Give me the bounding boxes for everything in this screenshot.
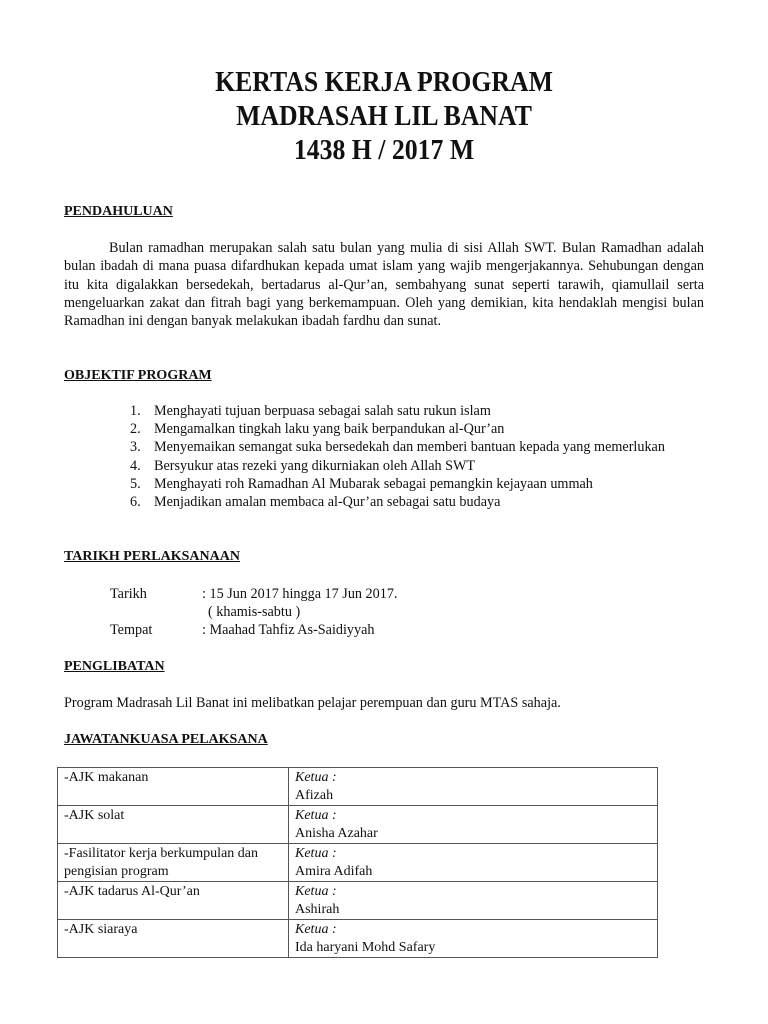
- table-row: [58, 806, 658, 844]
- leader-cell: Ketua : Afizah: [289, 768, 658, 806]
- table-row: [58, 882, 658, 920]
- list-item: 5. Menghayati roh Ramadhan Al Mubarak sebagai pemangkin kejayaan ummah: [130, 475, 593, 492]
- pendahuluan-heading: PENDAHULUAN: [64, 204, 173, 219]
- leader-cell: Ketua : Ashirah: [289, 882, 658, 920]
- ajk-cell: -AJK solat: [58, 806, 289, 844]
- tarikh-value: : 15 Jun 2017 hingga 17 Jun 2017.: [202, 586, 398, 602]
- jawatankuasa-heading: JAWATANKUASA PELAKSANA: [64, 732, 268, 747]
- objektif-list: [110, 402, 704, 511]
- document-title: [31, 66, 738, 168]
- tempat-value: : Maahad Tahfiz As-Saidiyyah: [202, 622, 375, 638]
- leader-cell: Ketua : Ida haryani Mohd Safary: [289, 920, 658, 958]
- list-item: 2. Mengamalkan tingkah laku yang baik berpandukan al-Qur’an: [130, 421, 505, 438]
- leader-cell: Ketua : Amira Adifah: [289, 844, 658, 882]
- list-item: 6. Menjadikan amalan membaca al-Qur’an sebagai satu budaya: [130, 494, 501, 511]
- list-item: 4. Bersyukur atas rezeki yang dikurniakan oleh Allah SWT: [130, 457, 476, 474]
- table-row: [58, 768, 658, 806]
- tarikh-heading: TARIKH PERLAKSANAAN: [64, 549, 240, 564]
- pendahuluan-paragraph: [64, 239, 704, 330]
- tarikh-label: Tarikh: [110, 586, 147, 602]
- penglibatan-text: Program Madrasah Lil Banat ini melibatkan pelajar perempuan dan guru MTAS sahaja.: [64, 695, 561, 711]
- list-item: 1. Menghayati tujuan berpuasa sebagai salah satu rukun islam: [130, 403, 491, 419]
- title-line-2: MADRASAH LIL BANAT: [236, 101, 532, 132]
- title-line-3: 1438 H / 2017 M: [293, 135, 475, 166]
- ajk-cell: -AJK tadarus Al-Qur’an: [58, 882, 289, 920]
- days-value: ( khamis-sabtu ): [208, 604, 301, 620]
- ajk-cell: -AJK siaraya: [58, 920, 289, 958]
- leader-cell: Ketua : Anisha Azahar: [289, 806, 658, 844]
- ajk-cell: -Fasilitator kerja berkumpulan dan pengisian program: [58, 844, 289, 882]
- table-row: [58, 920, 658, 958]
- table-row: [58, 844, 658, 882]
- objektif-heading: OBJEKTIF PROGRAM: [64, 368, 212, 383]
- list-item: 3. Menyemaikan semangat suka bersedekah dan memberi bantuan kepada yang memerlukan: [130, 439, 665, 456]
- title-line-1: KERTAS KERJA PROGRAM: [215, 67, 553, 98]
- pendahuluan-text: Bulan ramadhan merupakan salah satu bulan yang mulia di sisi Allah SWT. Bulan Ramadhan adalah bulan ibadah di mana puasa difardhukan kepada umat islam yang wajib mengerjakannya. Sehubungan dengan itu kita digalakkan bersedekah, bertadarus al-Qur’an, sembahyang sunat seperti tarawih, qiamullail serta mengeluarkan zakat dan fitrah bagi yang berkemampuan. Oleh yang demikian, kita hendaklah mengisi bulan Ramadhan ini dengan banyak melakukan ibadah fardhu dan sunat.: [64, 240, 704, 330]
- tempat-label: Tempat: [110, 622, 153, 638]
- committee-table: [57, 767, 658, 958]
- penglibatan-heading: PENGLIBATAN: [64, 659, 165, 674]
- ajk-cell: -AJK makanan: [58, 768, 289, 806]
